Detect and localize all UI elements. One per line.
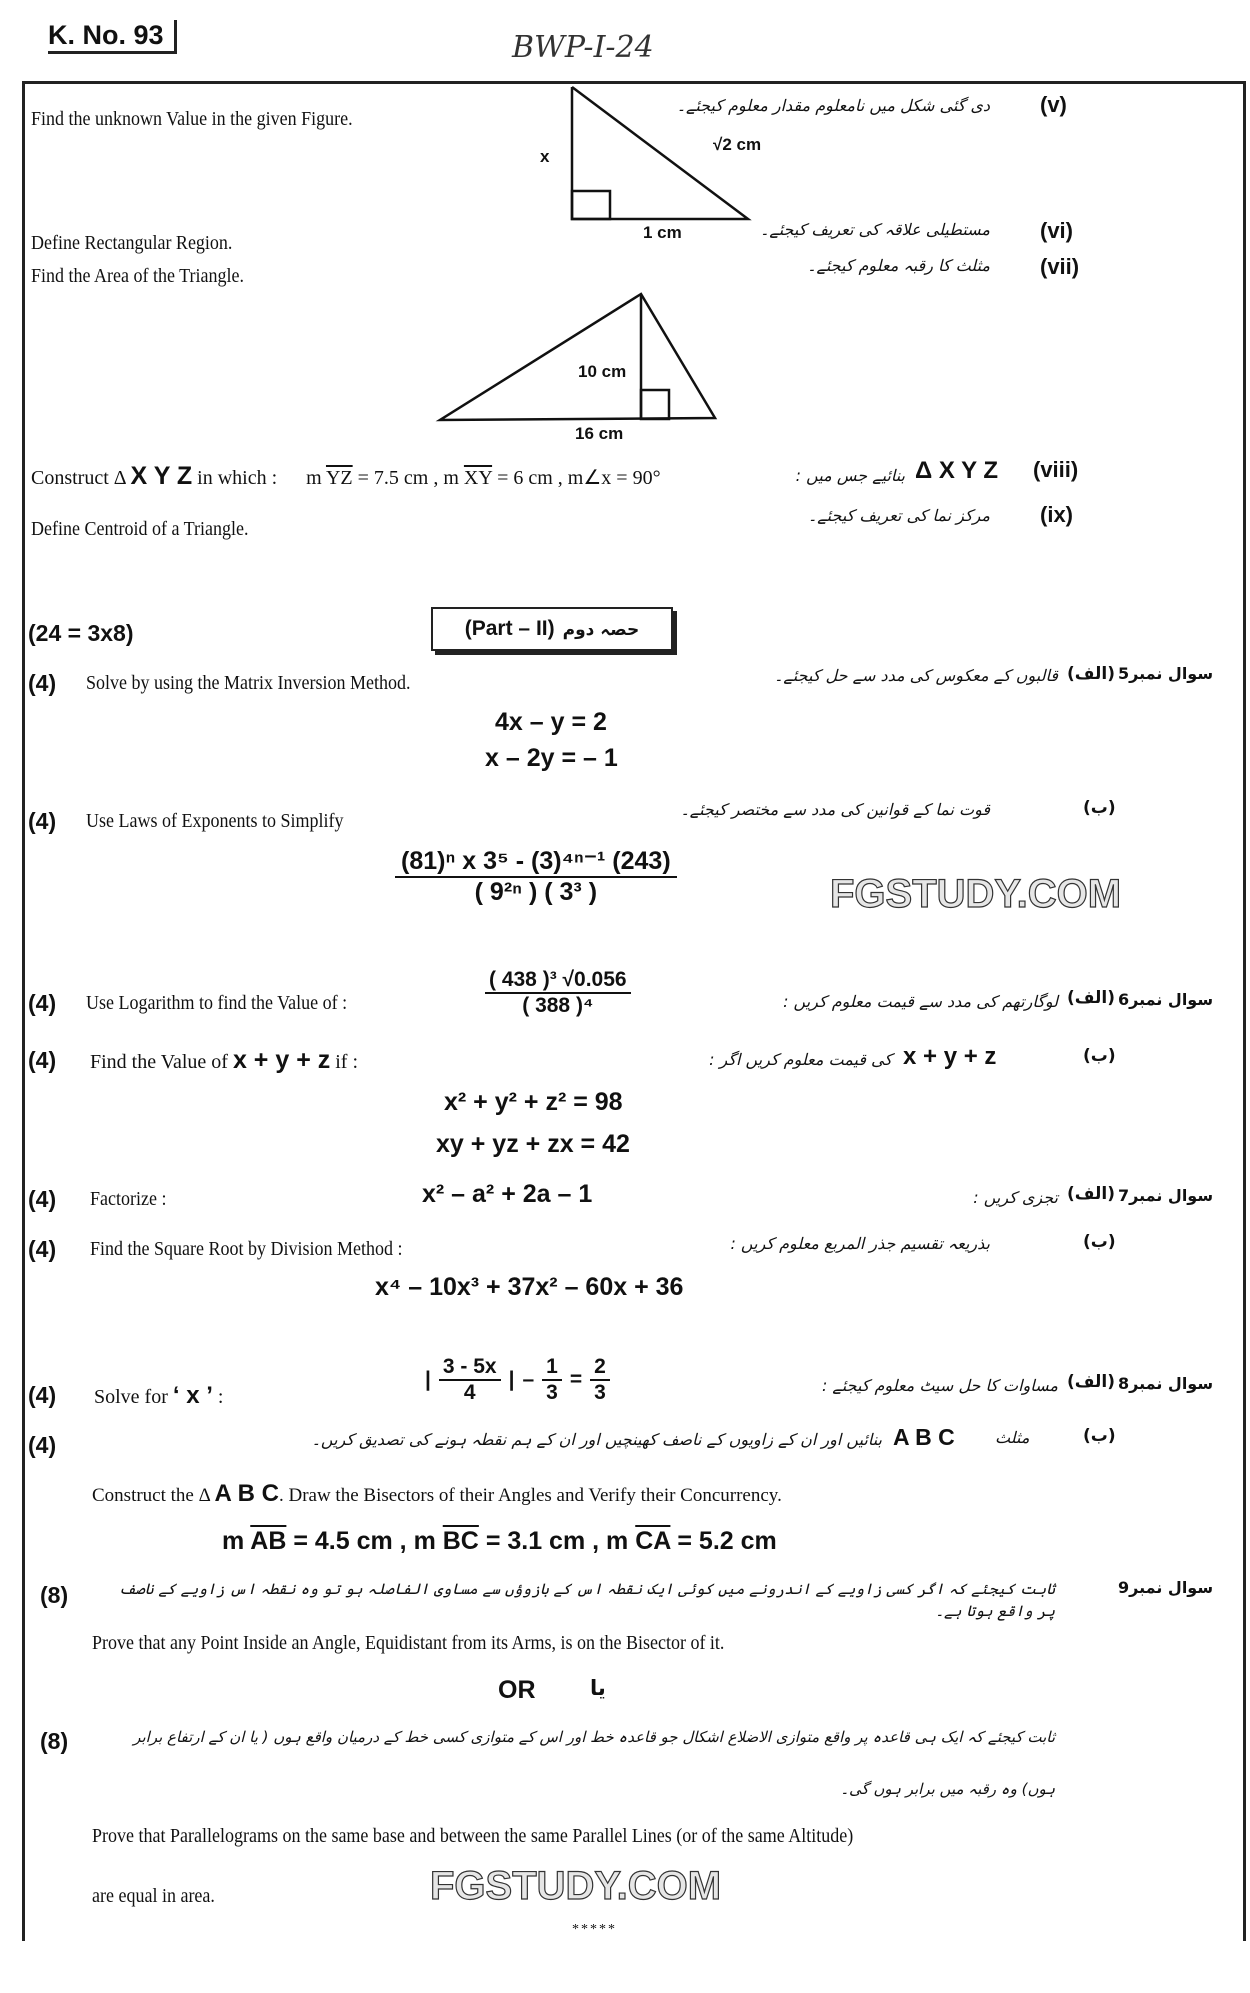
part2-title-box	[431, 607, 673, 651]
q9b-urdu-2: ہوں) وہ رقبہ میں برابر ہوں گی۔	[840, 1780, 1055, 1798]
q-ix-label: (ix)	[1040, 502, 1073, 527]
q-viii-text	[31, 462, 661, 491]
q6b-prefix: Find the Value of	[90, 1051, 228, 1073]
q5b-marks: (4)	[28, 808, 57, 834]
q8a-suffix: :	[217, 1386, 224, 1408]
fig1-base-label: 1 cm	[643, 223, 682, 242]
q-vii-text: Find the Area of the Triangle.	[31, 265, 244, 287]
frac2-den: 3	[546, 1381, 558, 1404]
frac1-num: 3 - 5x	[439, 1355, 501, 1381]
part2-title-en: (Part – II)	[464, 617, 555, 640]
q7b-expr: x⁴ – 10x³ + 37x² – 60x + 36	[375, 1273, 684, 1301]
q8a-marks: (4)	[28, 1382, 57, 1408]
q6a-fraction	[485, 968, 631, 1018]
q8b-label: (ب)	[1083, 1426, 1116, 1446]
q-viii-m2: m	[443, 467, 459, 489]
end-mark: *****	[572, 1922, 617, 1937]
q5a-marks: (4)	[28, 670, 57, 696]
q8b-urdu: بنائیں اور ان کے زاویوں کے ناصف کھینچیں اور ان کے ہم نقطہ ہونے کی تصدیق کریں۔	[311, 1430, 882, 1449]
q-v-urdu: دی گئی شکل میں نامعلوم مقدار معلوم کیجئے۔	[676, 96, 990, 115]
q-viii-v1: = 7.5 cm ,	[357, 467, 439, 489]
q8-number: سوال نمبر8	[1118, 1374, 1214, 1393]
watermark: FGSTUDY.COM	[830, 872, 1122, 916]
q6b-suffix: if :	[335, 1051, 359, 1073]
q6a-numerator: ( 438 )³ √0.056	[485, 968, 631, 994]
q7a-text: Factorize :	[90, 1188, 167, 1210]
q8b-text	[92, 1480, 782, 1508]
or-en: OR	[498, 1676, 536, 1704]
q-viii-xyz: X Y Z	[130, 462, 193, 490]
q6a-text: Use Logarithm to find the Value of :	[86, 992, 348, 1014]
q7b-marks: (4)	[28, 1236, 57, 1262]
segment-xy: $\overline{XY}$	[463, 467, 493, 489]
m1: m	[222, 1527, 245, 1555]
q6b-eq1: x² + y² + z² = 98	[444, 1088, 623, 1116]
q-vi-text: Define Rectangular Region.	[31, 232, 233, 254]
frac3-den: 3	[594, 1381, 606, 1404]
frac1-den: 4	[463, 1381, 476, 1404]
q9b-urdu-1: ثابت کیجئے کہ ایک ہی قاعدہ پر واقع متوازی الاضلاع اشکال جو قاعدہ خط اور اس کے متوازی کسی خط کے درمیان واقع ہوں ( یا ان کے ارتفاع برابر	[133, 1728, 1055, 1746]
q8b-measures	[222, 1527, 777, 1556]
q6b-expr: x + y + z	[232, 1046, 331, 1074]
segment-bc: $\overline{BC}$	[442, 1527, 479, 1555]
q8a-var: ‘ x ’	[172, 1382, 213, 1409]
q7b-label: (ب)	[1083, 1232, 1116, 1252]
q5b-urdu: قوت نما کے قوانین کی مدد سے مختصر کیجئے۔	[680, 800, 990, 819]
q5b-fraction	[395, 846, 677, 907]
ca-value: = 5.2 cm	[677, 1527, 777, 1555]
or-ur: یا	[590, 1676, 606, 1700]
ab-value: = 4.5 cm ,	[293, 1527, 407, 1555]
q-viii-prefix: Construct Δ	[31, 467, 126, 489]
q8a-equation: | $\frac{3 - 5x}{4}$ | – $\frac{1}{3}$ = $\frac{2}{3}$	[425, 1355, 610, 1405]
q8a-prefix: Solve for	[94, 1386, 168, 1408]
q-v-label: (v)	[1040, 92, 1067, 117]
q7-number: سوال نمبر7	[1118, 1186, 1214, 1205]
q5b-text: Use Laws of Exponents to Simplify	[86, 810, 344, 832]
q9b-marks: (8)	[40, 1728, 69, 1754]
q5-number: سوال نمبر5	[1118, 664, 1214, 683]
q-viii-angle: m∠x = 90°	[567, 467, 661, 489]
q6b-text	[90, 1046, 358, 1075]
q7b-text: Find the Square Root by Division Method :	[90, 1238, 403, 1260]
q-vi-label: (vi)	[1040, 218, 1073, 243]
q6a-urdu: لوگارتھم کی مدد سے قیمت معلوم کریں :	[783, 992, 1058, 1011]
q-ix-urdu: مرکز نما کی تعریف کیجئے۔	[807, 506, 990, 525]
q-viii-urdu-xyz: Δ X Y Z	[915, 457, 999, 484]
frac2-num: 1	[542, 1355, 562, 1381]
fig1-side-label: x	[540, 147, 550, 166]
q-viii-m1: m	[306, 467, 322, 489]
q6b-label: (ب)	[1083, 1046, 1116, 1066]
q6b-urdu: کی قیمت معلوم کریں اگر :	[709, 1050, 892, 1069]
segment-yz: $\overline{YZ}$	[325, 467, 353, 489]
q-viii-v2: = 6 cm ,	[497, 467, 563, 489]
key-number: K. No. 93	[48, 20, 177, 54]
m2: m	[413, 1527, 436, 1555]
frac3-num: 2	[590, 1355, 610, 1381]
q5a-urdu: قالبوں کے معکوس کی مدد سے حل کیجئے۔	[774, 666, 1058, 685]
fig1-hyp-label: √2 cm	[713, 135, 762, 154]
equals-sign: =	[569, 1368, 583, 1391]
q7b-urdu: بذریعہ تقسیم جذر المربع معلوم کریں :	[730, 1234, 990, 1253]
q-vii-label: (vii)	[1040, 254, 1080, 279]
q-viii-urdu: بنائیے جس میں :	[795, 466, 905, 485]
q9a-text: Prove that any Point Inside an Angle, Equidistant from its Arms, is on the Bisector of it.	[92, 1632, 725, 1654]
q6-number: سوال نمبر6	[1118, 990, 1214, 1009]
q9-number: سوال نمبر9	[1118, 1578, 1214, 1597]
q8b-marks: (4)	[28, 1432, 57, 1458]
fig2-base-label: 16 cm	[575, 424, 624, 443]
q5a-eq1: 4x – y = 2	[495, 708, 607, 736]
q8a-label: (الف)	[1067, 1372, 1116, 1392]
q-viii-suffix: in which :	[197, 467, 278, 489]
area-triangle-figure	[440, 294, 715, 420]
q6b-marks: (4)	[28, 1047, 57, 1073]
q-ix-text: Define Centroid of a Triangle.	[31, 518, 249, 540]
q5a-eq2: x – 2y = – 1	[485, 744, 618, 772]
q-vii-urdu: مثلث کا رقبہ معلوم کیجئے۔	[807, 256, 990, 275]
q7a-urdu: تجزی کریں :	[973, 1188, 1058, 1207]
q6a-denominator: ( 388 )⁴	[522, 994, 594, 1017]
q5b-label: (ب)	[1083, 798, 1116, 818]
handwritten-code: BWP-I-24	[512, 30, 654, 65]
q6b-eq2: xy + yz + zx = 42	[436, 1130, 630, 1158]
watermark: FGSTUDY.COM	[430, 1864, 722, 1908]
q9b-text-1: Prove that Parallelograms on the same base and between the same Parallel Lines (or of the same Altitude)	[92, 1825, 854, 1847]
q8b-abc: A B C	[214, 1480, 279, 1507]
segment-ca: $\overline{CA}$	[635, 1527, 671, 1555]
q7a-expr: x² – a² + 2a – 1	[422, 1180, 593, 1208]
q6a-label: (الف)	[1067, 988, 1116, 1008]
q7a-marks: (4)	[28, 1186, 57, 1212]
minus-sign: –	[522, 1368, 535, 1391]
part2-title-ur: حصہ دوم	[562, 619, 640, 640]
q5a-text: Solve by using the Matrix Inversion Method.	[86, 672, 411, 694]
q6a-marks: (4)	[28, 990, 57, 1016]
fig2-height-label: 10 cm	[578, 362, 627, 381]
q9b-text-2: are equal in area.	[92, 1885, 215, 1907]
q5a-label: (الف)	[1067, 664, 1116, 684]
q-v-text: Find the unknown Value in the given Figure.	[31, 108, 353, 130]
q-vi-urdu: مستطیلی علاقہ کی تعریف کیجئے۔	[759, 220, 990, 239]
bc-value: = 3.1 cm ,	[485, 1527, 600, 1555]
q8b-suffix: . Draw the Bisectors of their Angles and Verify their Concurrency.	[278, 1485, 782, 1506]
q9a-marks: (8)	[40, 1582, 69, 1608]
q8a-text	[94, 1382, 223, 1410]
q5b-numerator: (81)ⁿ x 3⁵ - (3)⁴ⁿ⁻¹ (243)	[395, 846, 677, 878]
q8b-urdu-abc: A B C	[893, 1424, 955, 1450]
m3: m	[606, 1527, 629, 1555]
q8b-prefix: Construct the Δ	[92, 1485, 210, 1506]
segment-ab: $\overline{AB}$	[250, 1527, 287, 1555]
q6b-urdu-expr: x + y + z	[903, 1043, 997, 1070]
q-viii-label: (viii)	[1033, 457, 1079, 482]
part2-marks-total: (24 = 3x8)	[28, 620, 134, 646]
q8a-urdu: مساوات کا حل سیٹ معلوم کیجئے :	[821, 1376, 1058, 1395]
q5b-denominator: ( 9²ⁿ ) ( 3³ )	[474, 878, 598, 906]
q8b-urdu-prefix: مثلث	[995, 1428, 1030, 1447]
q9a-urdu: ثابت کیجئے کہ اگر کسی زاویے کے اندرونے میں کوئی ایک نقطہ اس کے بازوؤں سے مساوی الفاصلہ ہو تو وہ نقطہ اس زاویے کے ناصف پر واقع ہوتا ہے۔	[118, 1580, 1055, 1620]
q7a-label: (الف)	[1067, 1184, 1116, 1204]
